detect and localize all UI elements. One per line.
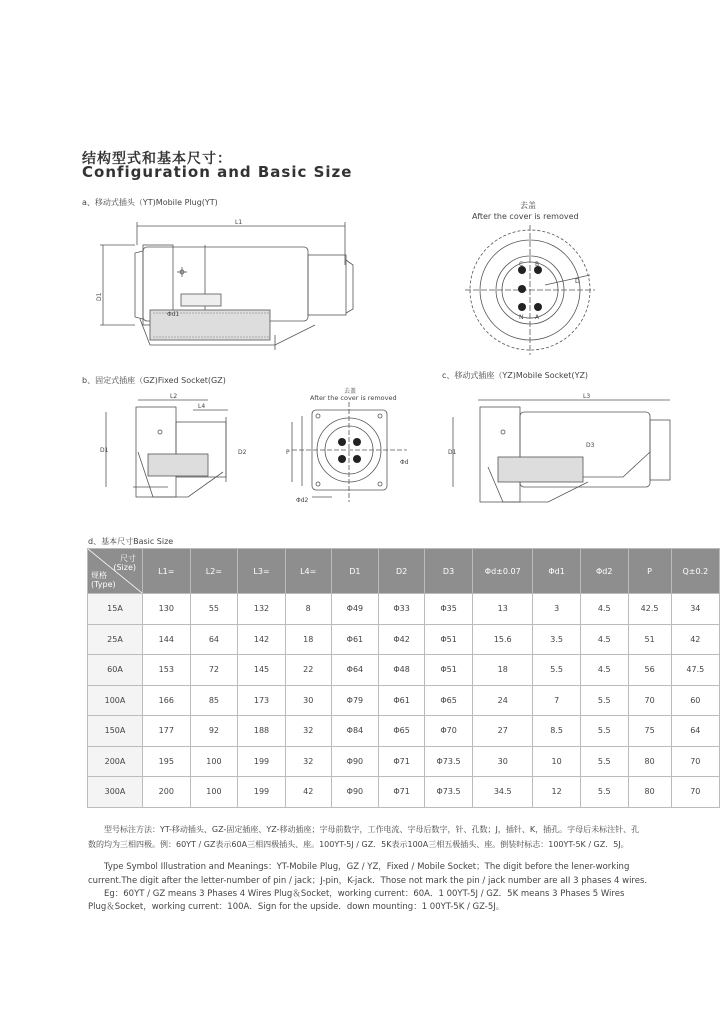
label-L3: L3 (583, 393, 591, 400)
table-row (88, 594, 720, 625)
label-L1: L1 (235, 219, 243, 226)
section-b-label: b、固定式插座（GZ)Fixed Socket(GZ) (82, 376, 226, 385)
table-cell: 34 (671, 594, 719, 625)
note-en-line2: current.The digit after the letter-number of pin / jack；J-pin，K-jack．Those not mark the pin / jack number are aII 3 phases 4 wires． (88, 876, 653, 886)
table-cell: 92 (190, 716, 238, 747)
mobile-socket-drawing (448, 392, 688, 510)
section-a-label: a、移动式插头（YT)Mobile Plug(YT) (82, 198, 218, 207)
pin-label-A: A (535, 314, 540, 321)
table-cell: 199 (238, 777, 286, 808)
row-type-cell: 15A (88, 594, 143, 625)
mobile-plug-drawing (95, 215, 360, 360)
pin-label-C: C (519, 261, 524, 268)
table-cell: Φ48 (379, 655, 425, 686)
table-cell: 30 (473, 746, 533, 777)
table-cell: 177 (143, 716, 191, 747)
column-header: L3= (238, 549, 286, 594)
table-cell: Φ71 (379, 746, 425, 777)
table-cell: 47.5 (671, 655, 719, 686)
table-cell: 80 (628, 746, 671, 777)
column-header: D1 (331, 549, 379, 594)
label-L2: L2 (170, 393, 178, 400)
corner-size-en: (Size) (113, 563, 136, 572)
table-cell: 75 (628, 716, 671, 747)
table-row (88, 655, 720, 686)
table-cell: 24 (473, 685, 533, 716)
table-cell: Φ51 (424, 655, 472, 686)
table-cell: Φ73.5 (424, 777, 472, 808)
table-cell: 42 (285, 777, 331, 808)
table-cell: 5.5 (580, 716, 628, 747)
table-cell: 5.5 (533, 655, 581, 686)
table-cell: 8.5 (533, 716, 581, 747)
table-cell: Φ51 (424, 624, 472, 655)
table-cell: 8 (285, 594, 331, 625)
table-cell: 145 (238, 655, 286, 686)
table-cell: Φ70 (424, 716, 472, 747)
table-cell: 7 (533, 685, 581, 716)
table-cell: 56 (628, 655, 671, 686)
table-cell: Φ65 (424, 685, 472, 716)
table-cell: 5.5 (580, 746, 628, 777)
table-cell: 200 (143, 777, 191, 808)
label-L4: L4 (198, 403, 206, 410)
table-cell: 188 (238, 716, 286, 747)
table-cell: Φ61 (379, 685, 425, 716)
column-header: Φd±0.07 (473, 549, 533, 594)
table-row (88, 716, 720, 747)
section-a-cover-cn: 去盖 (520, 201, 536, 210)
table-cell: 64 (190, 624, 238, 655)
table-cell: 5.5 (580, 777, 628, 808)
table-cell: 51 (628, 624, 671, 655)
table-cell: Φ33 (379, 594, 425, 625)
table-cell: 18 (473, 655, 533, 686)
section-a-cover-en: After the cover is removed (472, 212, 579, 221)
table-cell: 85 (190, 685, 238, 716)
table-cell: 130 (143, 594, 191, 625)
table-cell: 42 (671, 624, 719, 655)
corner-type-en: (Type) (91, 580, 116, 589)
table-cell: 4.5 (580, 594, 628, 625)
pin-label-D: D (575, 278, 580, 285)
table-row (88, 746, 720, 777)
label-D1-b: D1 (100, 447, 109, 454)
table-cell: 4.5 (580, 655, 628, 686)
table-cell: 55 (190, 594, 238, 625)
section-d-label: d、基本尺寸Basic Size (88, 537, 174, 546)
column-header: L1= (143, 549, 191, 594)
column-header: D3 (424, 549, 472, 594)
row-type-cell: 200A (88, 746, 143, 777)
table-cell: 72 (190, 655, 238, 686)
table-cell: 22 (285, 655, 331, 686)
table-cell: 27 (473, 716, 533, 747)
row-type-cell: 60A (88, 655, 143, 686)
table-cell: 34.5 (473, 777, 533, 808)
table-cell: 132 (238, 594, 286, 625)
table-cell: Φ79 (331, 685, 379, 716)
table-cell: Φ64 (331, 655, 379, 686)
basic-size-table (87, 548, 720, 808)
table-cell: 10 (533, 746, 581, 777)
table-cell: 100 (190, 746, 238, 777)
row-type-cell: 100A (88, 685, 143, 716)
table-cell: 166 (143, 685, 191, 716)
note-cn-line2: 数的均为三相四极。例：60YT / GZ表示60A三相四极插头、座。100YT-5J / GZ．5K表示100A三相五极插头、座。倒装时标志：100YT-5K / GZ．5J。 (88, 840, 629, 849)
note-en-line1: Type Symbol Illustration and Meanings：YT-Mobile Plug，GZ / YZ，Fixed / Mobile Socket；The digit before the lener-working (104, 862, 630, 872)
table-cell: 32 (285, 716, 331, 747)
page-title-en: Configuration and Basic Size (82, 163, 353, 181)
label-D1: D1 (96, 292, 103, 301)
corner-type-cn: 规格 (91, 571, 107, 580)
table-cell: 18 (285, 624, 331, 655)
table-cell: 3 (533, 594, 581, 625)
column-header: Φd1 (533, 549, 581, 594)
note-en-line3: Eg：60YT / GZ means 3 Phases 4 Wires Plug＆Socket，working current：60A．1 00YT-5J / GZ．5K means 3 Phases 5 Wires (104, 889, 625, 899)
table-cell: Φ42 (379, 624, 425, 655)
column-header: L4= (285, 549, 331, 594)
pin-label-N: N (519, 314, 524, 321)
table-cell: 70 (671, 746, 719, 777)
table-cell: 80 (628, 777, 671, 808)
section-b-cover-cn: 去盖 (344, 388, 357, 395)
table-corner-cell (88, 549, 143, 594)
mobile-plug-front-view (465, 225, 595, 360)
pin-label-B: B (535, 261, 540, 268)
section-b-cover-en: After the cover is removed (310, 394, 397, 402)
column-header: Φd2 (580, 549, 628, 594)
table-cell: 70 (628, 685, 671, 716)
label-D2: D2 (238, 449, 247, 456)
table-cell: 3.5 (533, 624, 581, 655)
section-c-label: c、移动式插座（YZ)Mobile Socket(YZ) (442, 371, 589, 380)
table-cell: 144 (143, 624, 191, 655)
table-cell: 13 (473, 594, 533, 625)
table-cell: 15.6 (473, 624, 533, 655)
table-cell: Φ73.5 (424, 746, 472, 777)
table-cell: 4.5 (580, 624, 628, 655)
fixed-socket-drawing (98, 392, 258, 507)
table-cell: 12 (533, 777, 581, 808)
table-header-row (88, 549, 720, 594)
note-en-line4: Plug＆Socket，working current：100A．Sign for the upside．down mounting：1 00YT-5K / GZ-5J。 (88, 902, 505, 912)
label-P: P (286, 449, 290, 456)
label-phid1: Φd1 (167, 311, 180, 318)
row-type-cell: 150A (88, 716, 143, 747)
fixed-socket-front-view (282, 402, 412, 507)
table-cell: 60 (671, 685, 719, 716)
table-cell: 70 (671, 777, 719, 808)
page-title-cn: 结构型式和基本尺寸： (82, 151, 232, 167)
table-cell: Φ84 (331, 716, 379, 747)
table-row (88, 624, 720, 655)
table-cell: 199 (238, 746, 286, 777)
note-cn-line1: 型号标注方法：YT-移动插头、GZ-固定插座、YZ-移动插座；字母前数字，工作电流、字母后数字，针、孔数；J，插针、K，插孔。字母后未标注针、孔 (104, 825, 640, 834)
table-cell: 153 (143, 655, 191, 686)
label-phid: Φd (400, 459, 409, 466)
row-type-cell: 300A (88, 777, 143, 808)
row-type-cell: 25A (88, 624, 143, 655)
table-cell: 32 (285, 746, 331, 777)
table-cell: Φ71 (379, 777, 425, 808)
table-cell: 42.5 (628, 594, 671, 625)
table-cell: 30 (285, 685, 331, 716)
table-cell: Φ90 (331, 777, 379, 808)
table-cell: Φ61 (331, 624, 379, 655)
table-cell: Φ49 (331, 594, 379, 625)
column-header: Q±0.2 (671, 549, 719, 594)
table-cell: 142 (238, 624, 286, 655)
column-header: D2 (379, 549, 425, 594)
table-cell: 64 (671, 716, 719, 747)
table-cell: Φ90 (331, 746, 379, 777)
column-header: L2= (190, 549, 238, 594)
label-D3: D3 (586, 442, 595, 449)
column-header: P (628, 549, 671, 594)
table-cell: 100 (190, 777, 238, 808)
table-row (88, 777, 720, 808)
table-cell: Φ35 (424, 594, 472, 625)
table-row (88, 685, 720, 716)
table-cell: 195 (143, 746, 191, 777)
label-phid2: Φd2 (296, 497, 309, 504)
label-D1-c: D1 (448, 449, 457, 456)
table-cell: 5.5 (580, 685, 628, 716)
corner-size-cn: 尺寸 (120, 554, 136, 563)
table-cell: Φ65 (379, 716, 425, 747)
table-cell: 173 (238, 685, 286, 716)
